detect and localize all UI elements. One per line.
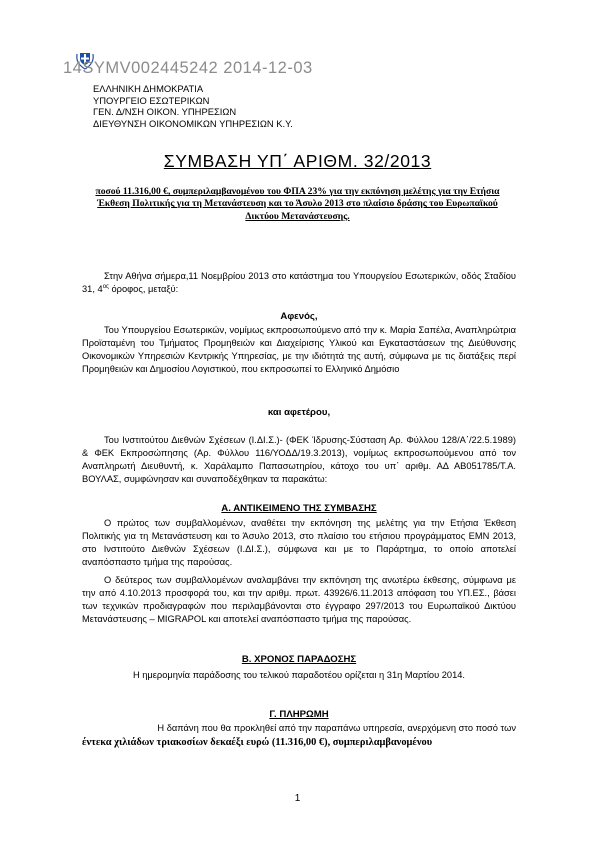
section-c-paragraph: Η δαπάνη που θα προκληθεί από την παραπάνω υπηρεσία, ανερχόμενη στο ποσό των	[157, 723, 516, 733]
section-c-heading: Γ. ΠΛΗΡΩΜΗ	[269, 709, 329, 720]
section-a-paragraph-2: Ο δεύτερος των συμβαλλομένων αναλαμβάνει την εκπόνηση της ανωτέρω έκθεσης, σύμφωνα με την από 4.10.2013 προσφορά του, και την αριθμ. πρωτ. 43926/6.11.2013 απόφαση του ΥΠ.ΕΣ., βάσει των τεχνικών προδιαγραφών που περιλαμβάνονται στο έγγραφο 297/2013 του Ευρωπαϊκού Δικτύου Μετανάστευσης – MIGRAPOL και αποτελεί αναπόσπαστο τμήμα της παρούσας.	[82, 575, 516, 624]
header-line: ΕΛΛΗΝΙΚΗ ΔΗΜΟΚΡΑΤΙΑ	[93, 83, 204, 94]
intro-text: Στην Αθήνα σήμερα,11 Νοεμβρίου 2013 στο κατάστημα του Υπουργείου Εσωτερικών, οδός Σταδίου 31, 4	[82, 271, 516, 294]
intro-paragraph	[82, 270, 516, 296]
afenos-heading: Αφενός,	[280, 311, 318, 322]
afeterou-heading: και αφετέρου,	[267, 407, 331, 418]
page-number: 1	[294, 793, 301, 804]
header-line: ΓΕΝ. Δ/ΝΣΗ ΟΙΚΟΝ. ΥΠΗΡΕΣΙΩΝ	[93, 106, 237, 117]
document-stamp: 14SYMV002445242 2014-12-03	[63, 59, 313, 77]
section-a-paragraph-1: Ο πρώτος των συμβαλλομένων, αναθέτει την εκπόνηση της μελέτης για την Ετήσια Έκθεση Πολιτικής για τη Μετανάστευση και το Άσυλο 2013, στο πλαίσιο του ετήσιου προγράμματος ΕΜΝ 2013, στο Ινστιτούτο Διεθνών Σχέσεων (Ι.ΔΙ.Σ.), σύμφωνα και με το Παράρτημα, το οποίο αποτελεί αναπόσπαστο τμήμα της παρούσας.	[82, 518, 516, 567]
section-b-heading: Β. ΧΡΟΝΟΣ ΠΑΡΑΔΟΣΗΣ	[241, 654, 357, 665]
intro-text-end: όροφος, μεταξύ:	[108, 284, 179, 294]
header-line: ΥΠΟΥΡΓΕΙΟ ΕΣΩΤΕΡΙΚΩΝ	[93, 94, 210, 106]
contract-subtitle: ποσού 11.316,00 €, συμπεριλαμβανομένου του ΦΠΑ 23% για την εκπόνηση μελέτης για την Ετήσια Έκθεση Πολιτικής για τη Μετανάστευση και το Άσυλο 2013 στο πλαίσιο δράσης του Ευρωπαϊκού Δικτύου Μετανάστευσης.	[95, 186, 500, 222]
afeterou-paragraph: Του Ινστιτούτου Διεθνών Σχέσεων (Ι.ΔΙ.Σ.)- (ΦΕΚ Ίδρυσης-Σύσταση Αρ. Φύλλου 128/Α΄/22.5.1989) & ΦΕΚ Εκπροσώπησης (Αρ. Φύλλου 116/ΥΟΔΔ/19.3.2013), νομίμως εκπροσωπούμενου από τον Αναπληρωτή Διευθυντή, κ. Χαράλαμπο Παπασωτηρίου, κάτοχο του υπ΄ αριθμ. ΑΔ ΑΒ051785/Τ.Α. ΒΟΥΛΑΣ, συμφώνησαν και συναποδέχθηκαν τα παρακάτω:	[82, 435, 516, 484]
floor-ordinal: ος	[102, 283, 109, 290]
contract-title: ΣΥΜΒΑΣΗ ΥΠ΄ ΑΡΙΘΜ. 32/2013	[163, 151, 432, 171]
header-line: ΔΙΕΥΘΥΝΣΗ ΟΙΚΟΝΟΜΙΚΩΝ ΥΠΗΡΕΣΙΩΝ Κ.Υ.	[93, 117, 293, 129]
section-b-paragraph: Η ημερομηνία παράδοσης του τελικού παραδοτέου ορίζεται η 31η Μαρτίου 2014.	[132, 670, 466, 680]
section-a-heading: Α. ΑΝΤΙΚΕΙΜΕΝΟ ΤΗΣ ΣΥΜΒΑΣΗΣ	[221, 503, 377, 514]
payment-amount-text: έντεκα χιλιάδων τριακοσίων δεκαέξι ευρώ (11.316,00 €), συμπεριλαμβανομένου	[82, 737, 433, 748]
issuer-header	[93, 83, 293, 129]
afenos-paragraph: Του Υπουργείου Εσωτερικών, νομίμως εκπροσωπούμενο από την κ. Μαρία Σαπέλα, Αναπληρώτρια Προϊσταμένη του Τμήματος Προμηθειών και Διαχείρισης Υλικού και Εγκαταστάσεων της Διεύθυνσης Οικονομικών Υπηρεσιών Κεντρικής Υπηρεσίας, με την ιδιότητά της αυτή, σύμφωνα με τις διατάξεις περί Προμηθειών και Δημοσίου Λογιστικού, που εκπροσωπεί το Ελληνικό Δημόσιο	[82, 325, 516, 374]
